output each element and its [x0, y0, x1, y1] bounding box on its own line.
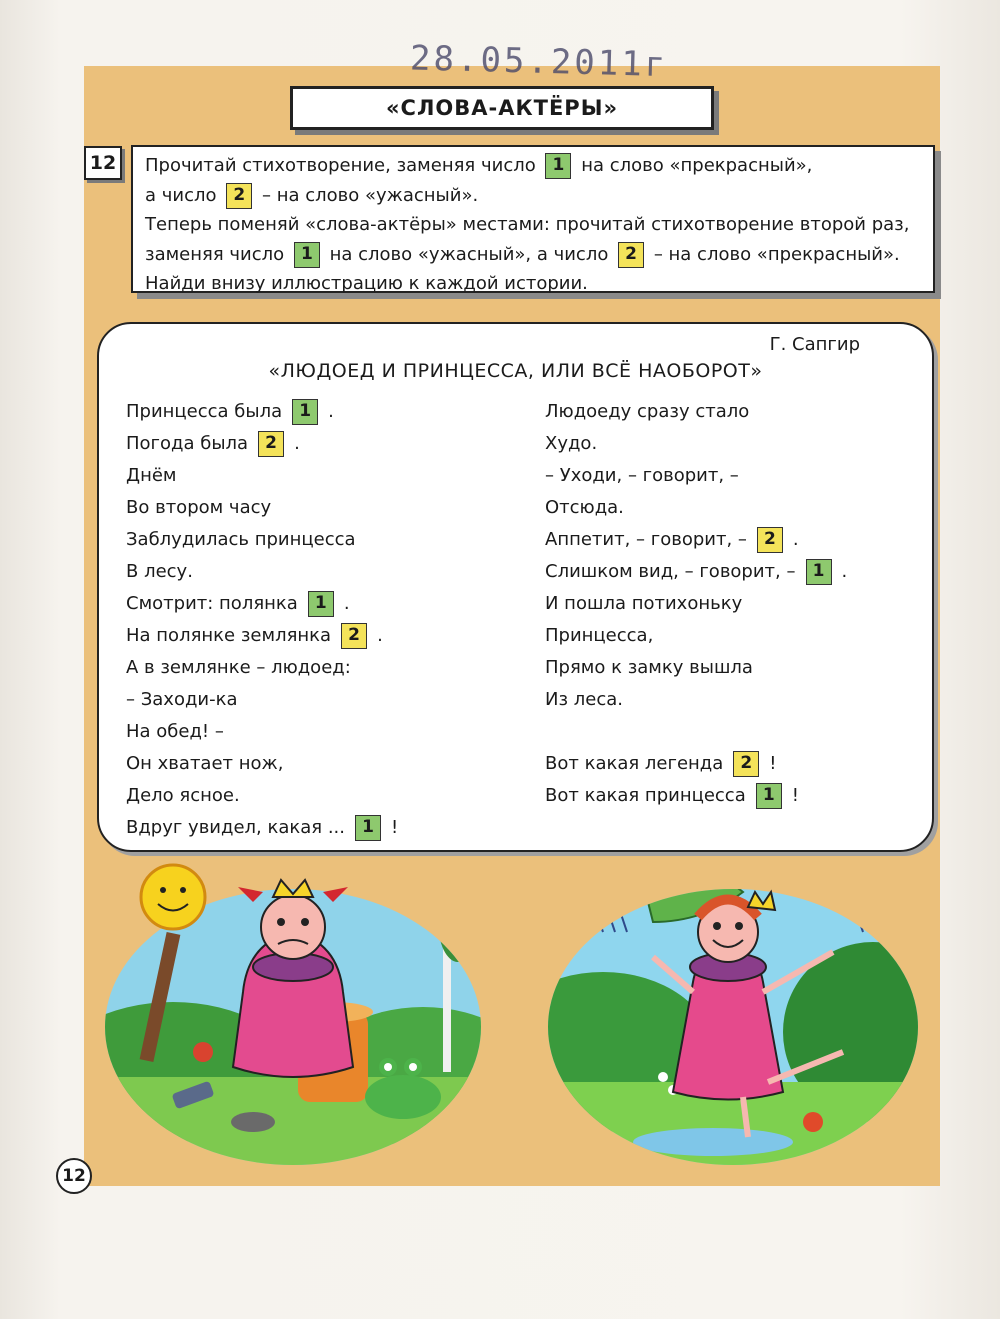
poem-line-text: Принцесса,: [545, 625, 654, 646]
poem-line: [545, 524, 847, 556]
poem-line-punctuation: .: [377, 625, 383, 646]
poem-line-text: Во втором часу: [126, 497, 272, 518]
poem-line-text: Отсюда.: [545, 497, 624, 518]
poem-line-text: Дело ясное.: [126, 785, 240, 806]
poem-line-text: Смотрит: полянка: [126, 593, 298, 614]
poem-line: [545, 460, 847, 492]
poem-line: [545, 428, 847, 460]
poem-line-text: Вот какая принцесса: [545, 785, 746, 806]
poem-line: [545, 620, 847, 652]
poem-line: [126, 556, 398, 588]
poem-box: [97, 322, 934, 852]
task-line-5: Найди внизу иллюстрацию к каждой истории.: [145, 273, 588, 294]
poem-line-punctuation: .: [343, 593, 350, 614]
poem-line: [545, 556, 847, 588]
number-box-two: 2: [757, 527, 783, 553]
poem-author: Г. Сапгир: [769, 334, 860, 355]
number-box-one: 1: [806, 559, 832, 585]
poem-line: [126, 684, 398, 716]
poem-line: [126, 428, 398, 460]
poem-line: [545, 588, 847, 620]
poem-line: [126, 396, 398, 428]
poem-line: [126, 524, 398, 556]
poem-line-text: А в землянке – людоед:: [126, 657, 351, 678]
poem-column-right: [545, 396, 847, 812]
poem-line: [126, 716, 398, 748]
number-box-one: 1: [294, 242, 320, 268]
poem-line-text: Из леса.: [545, 689, 623, 710]
poem-line-punctuation: !: [791, 785, 799, 806]
poem-line-text: Людоеду сразу стало: [545, 401, 750, 422]
number-box-one: 1: [756, 783, 782, 809]
poem-line: [126, 620, 398, 652]
poem-line-punctuation: .: [328, 401, 334, 422]
poem-line-text: Он хватает нож,: [126, 753, 284, 774]
poem-line: [545, 652, 847, 684]
poem-line: [545, 748, 847, 780]
poem-line-text: Принцесса была: [126, 401, 283, 422]
poem-line-text: На обед! –: [126, 721, 224, 742]
task-number: 12: [84, 146, 122, 180]
number-box-one: 1: [292, 399, 318, 425]
poem-line-text: На полянке землянка: [126, 625, 332, 646]
poem-line-punctuation: .: [841, 561, 848, 582]
illustration-happy-princess: [543, 862, 923, 1167]
task-line-3: Теперь поменяй «слова-актёры» местами: прочитай стихотворение второй раз,: [145, 214, 910, 235]
poem-title: «ЛЮДОЕД И ПРИНЦЕССА, ИЛИ ВСЁ НАОБОРОТ»: [268, 360, 763, 382]
poem-line-text: И пошла потихоньку: [545, 593, 743, 614]
poem-line-text: Аппетит, – говорит, –: [545, 529, 747, 550]
number-box-one: 1: [545, 153, 571, 179]
happy-princess-picture: [543, 862, 923, 1167]
poem-line-text: Вот какая легенда: [545, 753, 724, 774]
poem-line: [545, 780, 847, 812]
number-box-two: 2: [341, 623, 367, 649]
poem-line-text: В лесу.: [126, 561, 193, 582]
poem-line-text: Погода была: [126, 433, 249, 454]
poem-line: [545, 684, 847, 716]
poem-line-punctuation: !: [769, 753, 777, 774]
task-instructions: [131, 145, 935, 293]
poem-line: [545, 492, 847, 524]
illustration-sad-princess: [103, 862, 483, 1167]
handwritten-date: 28.05.2011г: [409, 38, 669, 86]
poem-line-punctuation: !: [391, 817, 399, 838]
poem-line-text: Прямо к замку вышла: [545, 657, 753, 678]
page-number: 12: [56, 1158, 92, 1194]
poem-line-text: Заблудилась принцесса: [126, 529, 356, 550]
number-box-one: 1: [308, 591, 334, 617]
number-box-two: 2: [733, 751, 759, 777]
lesson-title: «СЛОВА-АКТЁРЫ»: [290, 86, 714, 130]
poem-line-punctuation: .: [294, 433, 300, 454]
poem-line-text: Слишком вид, – говорит, –: [545, 561, 796, 582]
poem-line-text: – Заходи-ка: [126, 689, 238, 710]
poem-line-punctuation: .: [792, 529, 799, 550]
poem-line-text: Вдруг увидел, какая ...: [126, 817, 345, 838]
number-box-two: 2: [258, 431, 284, 457]
poem-line: [126, 652, 398, 684]
poem-line: [126, 780, 398, 812]
poem-line-text: Днём: [126, 465, 177, 486]
number-box-two: 2: [226, 183, 252, 209]
poem-line: [126, 460, 398, 492]
poem-column-left: [126, 396, 398, 844]
poem-line: [545, 396, 847, 428]
poem-line: [126, 588, 398, 620]
poem-line: [126, 492, 398, 524]
poem-line: [126, 812, 398, 844]
poem-line-text: – Уходи, – говорит, –: [545, 465, 739, 486]
poem-line: [126, 748, 398, 780]
sad-princess-picture: [103, 862, 483, 1167]
poem-line-text: Худо.: [545, 433, 598, 454]
task-line-1: Прочитай стихотворение, заменяя число 1 на слово «прекрасный»,: [145, 151, 923, 181]
number-box-one: 1: [355, 815, 381, 841]
number-box-two: 2: [618, 242, 644, 268]
task-line-2: а число 2 – на слово «ужасный».: [145, 181, 923, 211]
task-line-4: заменяя число 1 на слово «ужасный», а число 2 – на слово «прекрасный».: [145, 240, 923, 270]
